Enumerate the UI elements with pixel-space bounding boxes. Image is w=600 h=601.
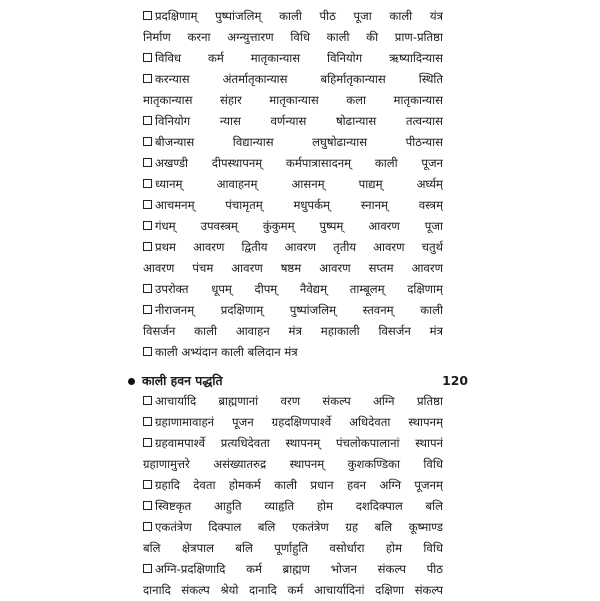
checkbox-icon — [143, 305, 152, 314]
section-title: काली हवन पद्धति — [142, 373, 223, 388]
checkbox-icon — [143, 137, 152, 146]
list-line: दानादि संकल्प श्रेयो दानादि कर्म आचार्यादिनां दक्षिणा संकल्प — [143, 583, 443, 597]
contents-list-lower — [143, 391, 443, 601]
list-line: आचमनम् पंचामृतम् मधुपर्कम् स्नानम् वस्त्रम् — [143, 195, 443, 216]
section-heading — [128, 372, 468, 390]
list-line: गंधम् उपवस्त्रम् कुंकुमम् पुष्पम् आवरण पूजा — [143, 216, 443, 237]
list-line: प्रदक्षिणाम् पुष्पांजलिम् काली पीठ पूजा काली यंत्र — [143, 6, 443, 27]
list-line: विसर्जन काली आवाहन मंत्र महाकाली विसर्जन मंत्र — [143, 324, 443, 338]
checkbox-icon — [143, 284, 152, 293]
checkbox-icon — [143, 396, 152, 405]
list-line: एकतंत्रेण दिक्पाल बलि एकतंत्रेण ग्रह बलि कूष्माण्ड — [143, 517, 443, 538]
checkbox-icon — [143, 347, 152, 356]
list-line: बलि क्षेत्रपाल बलि पूर्णाहुति वसोर्धारा होम विधि — [143, 541, 443, 555]
page-number: 120 — [442, 373, 468, 388]
list-line: ग्रहादि देवता होमकर्म काली प्रधान हवन अग्नि पूजनम् — [143, 475, 443, 496]
list-line: नीराजनम् प्रदक्षिणाम् पुष्पांजलिम् स्तवनम् काली — [143, 300, 443, 321]
checkbox-icon — [143, 179, 152, 188]
list-line: आचार्यादि ब्राह्मणानां वरण संकल्प अग्नि प्रतिष्ठा — [143, 391, 443, 412]
list-line: विविध कर्म मातृकान्यास विनियोग ऋष्यादिन्यास — [143, 48, 443, 69]
checkbox-icon — [143, 200, 152, 209]
checkbox-icon — [143, 11, 152, 20]
checkbox-icon — [143, 242, 152, 251]
list-line: ग्रहाणामुत्तरे असंख्यातरुद्र स्थापनम् कुशकण्डिका विधि — [143, 457, 443, 471]
list-line: करन्यास अंतर्मातृकान्यास बहिर्मातृकान्यास स्थिति — [143, 69, 443, 90]
checkbox-icon — [143, 522, 152, 531]
list-line: अग्नि-प्रदक्षिणादि कर्म ब्राह्मण भोजन संकल्प पीठ — [143, 559, 443, 580]
list-line: प्रथम आवरण द्वितीय आवरण तृतीय आवरण चतुर्थ — [143, 237, 443, 258]
list-line: ध्यानम् आवाहनम् आसनम् पाद्यम् अर्घ्यम् — [143, 174, 443, 195]
list-line: अखण्डी दीपस्थापनम् कर्मपात्रासादनम् काली पूजन — [143, 153, 443, 174]
checkbox-icon — [143, 221, 152, 230]
list-line: उपरोक्त धूपम् दीपम् नैवेद्यम् ताम्बूलम् दक्षिणाम् — [143, 279, 443, 300]
checkbox-icon — [143, 480, 152, 489]
checkbox-icon — [143, 116, 152, 125]
list-line: विनियोग न्यास वर्णन्यास षोढान्यास तत्वन्यास — [143, 111, 443, 132]
list-line: काली अभ्यंदान काली बलिदान मंत्र — [143, 342, 443, 363]
bullet-icon — [128, 378, 135, 385]
checkbox-icon — [143, 501, 152, 510]
checkbox-icon — [143, 53, 152, 62]
checkbox-icon — [143, 158, 152, 167]
list-line: ग्रहवामपार्श्वे प्रत्यधिदेवता स्थापनम् पंचलोकपालानां स्थापनं — [143, 433, 443, 454]
list-line: स्विष्टकृत आहुति व्याहृति होम दशदिक्पाल बलि — [143, 496, 443, 517]
checkbox-icon — [143, 417, 152, 426]
checkbox-icon — [143, 74, 152, 83]
list-line: बीजन्यास विद्यान्यास लघुषोढान्यास पीठन्यास — [143, 132, 443, 153]
contents-list-upper — [143, 6, 443, 363]
list-line: आवरण पंचम आवरण षष्ठम आवरण सप्तम आवरण — [143, 261, 443, 275]
list-line: मातृकान्यास संहार मातृकान्यास कला मातृकान्यास — [143, 93, 443, 107]
checkbox-icon — [143, 564, 152, 573]
checkbox-icon — [143, 438, 152, 447]
list-line: निर्माण करना अग्न्युत्तारण विधि काली की प्राण-प्रतिष्ठा — [143, 30, 443, 44]
list-line: ग्रहाणामावाहनं पूजन ग्रहदक्षिणपार्श्वे अधिदेवता स्थापनम् — [143, 412, 443, 433]
